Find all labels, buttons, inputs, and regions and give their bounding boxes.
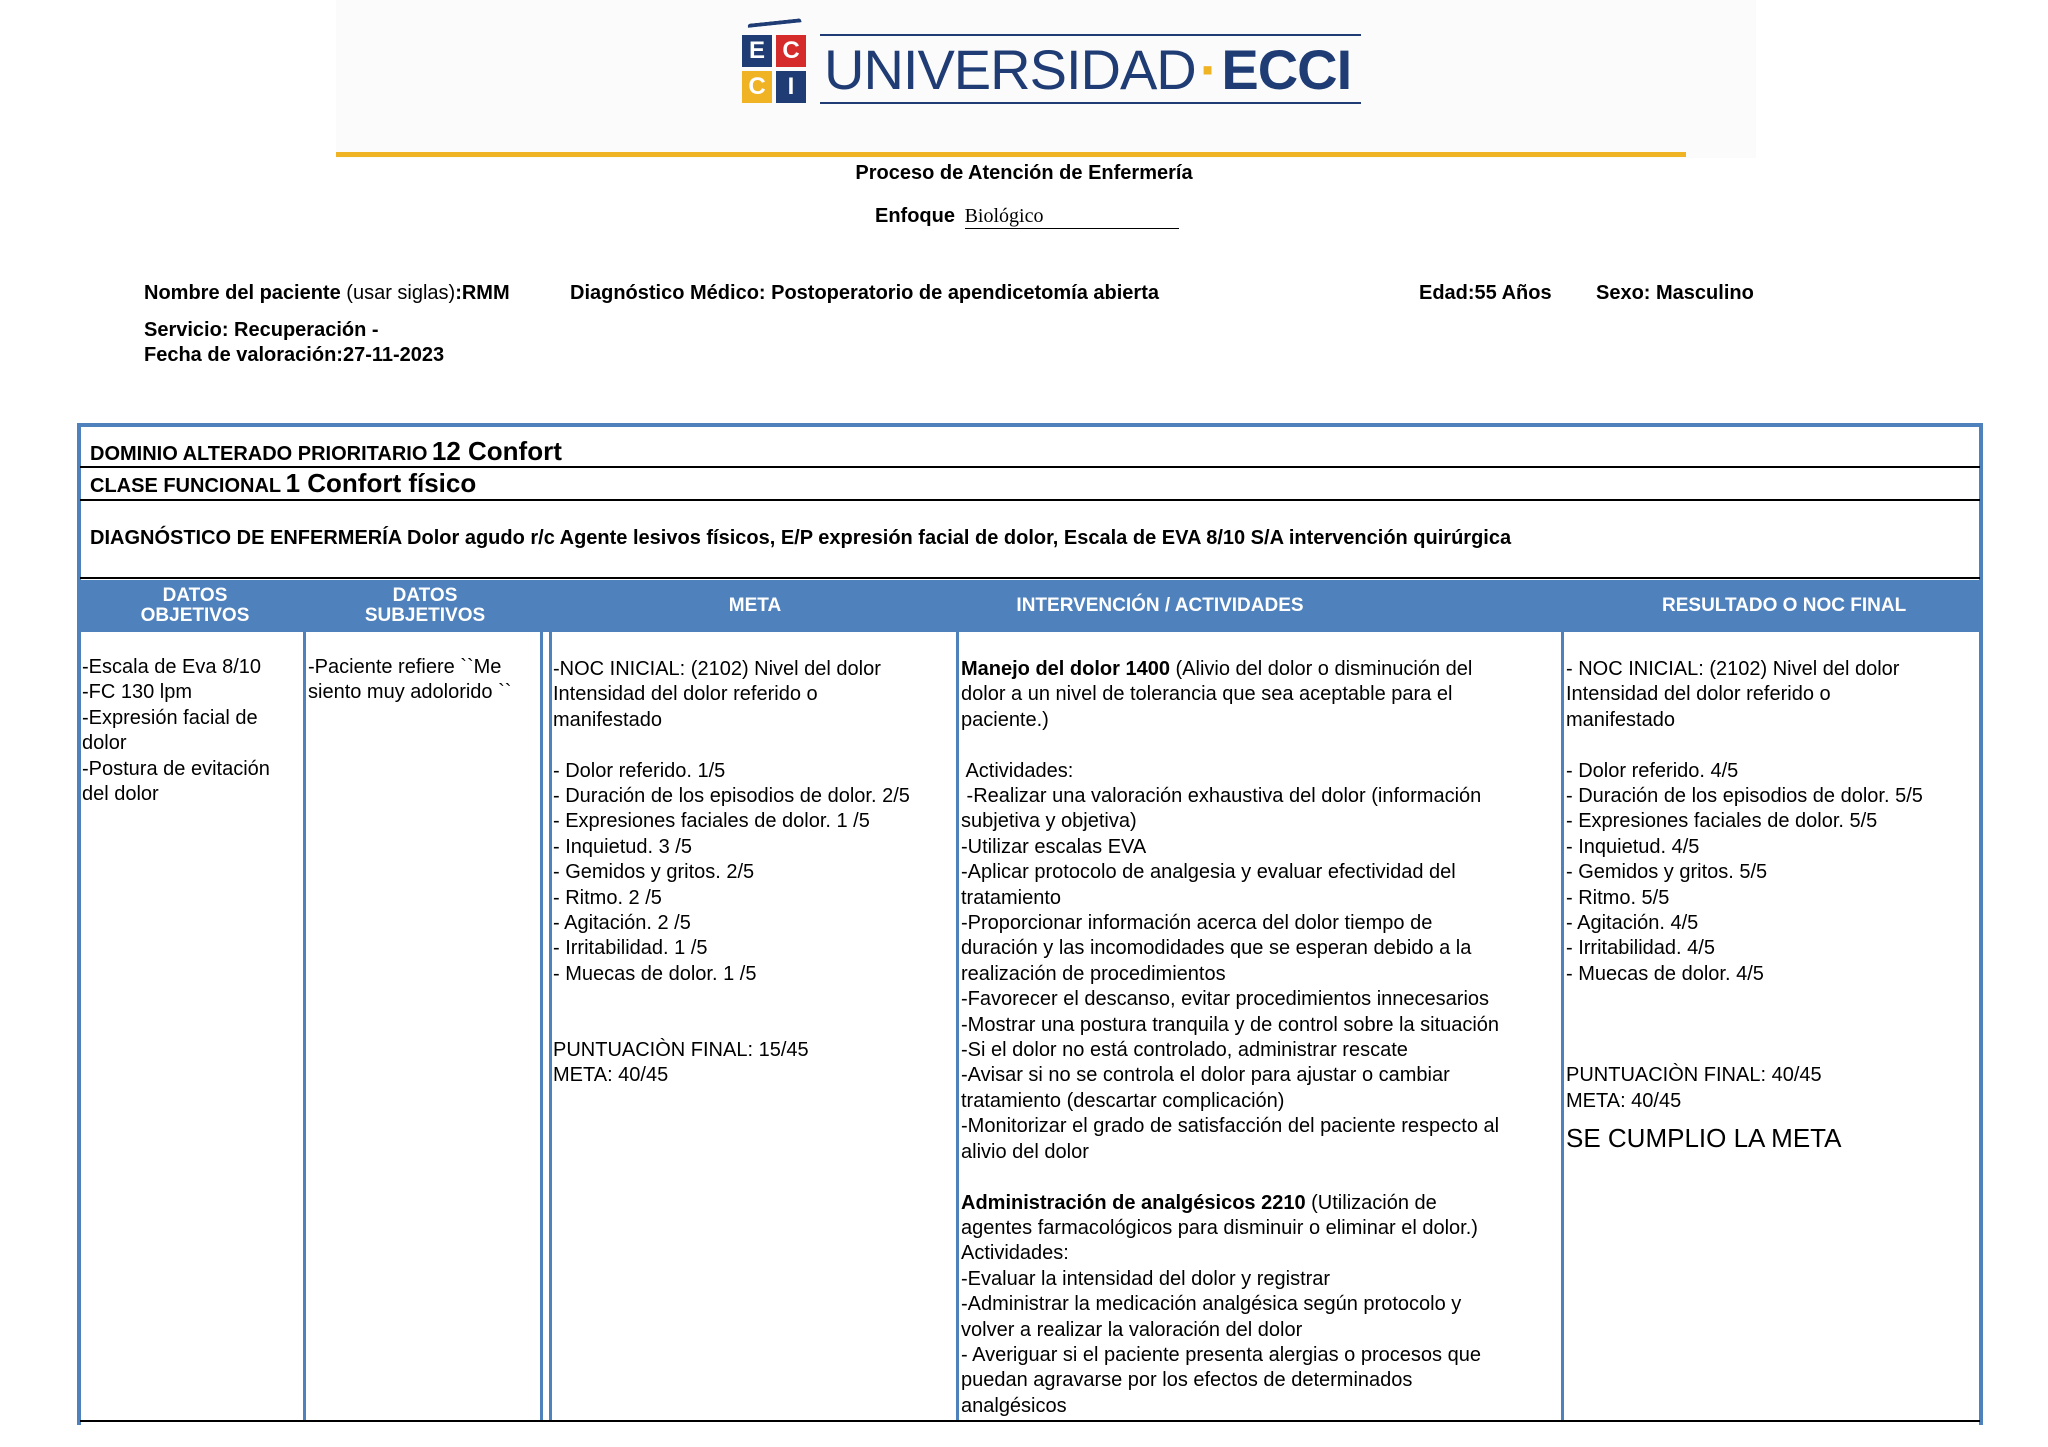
table-bottom-line — [80, 1420, 1980, 1422]
activity-line: -Favorecer el descanso, evitar procedimientos innecesarios — [961, 988, 1490, 1011]
objetivo-line: -Postura de evitación — [82, 757, 270, 780]
objetivo-line: dolor — [82, 732, 127, 755]
meta-item: - Irritabilidad. 1 /5 — [553, 937, 708, 960]
enfoque-value: Biológico — [965, 205, 1179, 229]
activity-line: -Avisar si no se controla el dolor para ajustar o cambiar — [961, 1064, 1450, 1087]
resultado-final-score: PUNTUACIÒN FINAL: 40/45 — [1566, 1064, 1822, 1087]
dominio-label: DOMINIO ALTERADO PRIORITARIO — [90, 443, 428, 465]
activities-label: Actividades: — [961, 1242, 1069, 1265]
col-header-meta: META — [728, 595, 782, 616]
nursing-diagnosis: DIAGNÓSTICO DE ENFERMERÍA Dolor agudo r/c Agente lesivos físicos, E/P expresión facial de dolor, Escala de EVA 8/10 S/A intervención quirúrgica — [90, 527, 1512, 549]
resultado-item: - Dolor referido. 4/5 — [1566, 759, 1739, 782]
logo-letter: I — [776, 71, 806, 103]
objetivo-line: -Expresión facial de — [82, 706, 258, 729]
activity-line: -Realizar una valoración exhaustiva del dolor (información — [961, 785, 1482, 808]
meta-item: - Dolor referido. 1/5 — [553, 759, 726, 782]
col-header-intervencion: INTERVENCIÓN / ACTIVIDADES — [1016, 595, 1304, 616]
resultado-item: - Duración de los episodios de dolor. 5/5 — [1566, 785, 1923, 808]
intervention-block-1-header — [961, 657, 1559, 682]
row-divider — [80, 577, 1980, 579]
meta-item: - Gemidos y gritos. 2/5 — [553, 861, 755, 884]
intervention-desc: paciente.) — [961, 708, 1049, 731]
meta-intro-line: Intensidad del dolor referido o — [553, 683, 818, 706]
document-title: Proceso de Atención de Enfermería — [855, 162, 1193, 184]
service: Servicio: Recuperación - — [144, 319, 379, 341]
activity-line: -Aplicar protocolo de analgesia y evaluar efectividad del — [961, 861, 1456, 884]
meta-item: - Expresiones faciales de dolor. 1 /5 — [553, 810, 870, 833]
meta-item: - Muecas de dolor. 1 /5 — [553, 962, 757, 985]
logo-letter: C — [776, 35, 806, 67]
patient-sex: Sexo: Masculino — [1596, 282, 1754, 304]
activity-line: alivio del dolor — [961, 1140, 1089, 1163]
clase-label: CLASE FUNCIONAL — [90, 475, 282, 497]
patient-name — [144, 282, 510, 305]
goal-achieved-text: SE CUMPLIO LA META — [1566, 1123, 1842, 1154]
activity-line: -Utilizar escalas EVA — [961, 835, 1147, 858]
patient-name-hint: (usar siglas) — [346, 282, 456, 304]
subjetivo-line: -Paciente refiere ``Me — [308, 656, 502, 678]
intervention-desc: agentes farmacológicos para disminuir o eliminar el dolor.) — [961, 1216, 1478, 1239]
activity-line: - Averiguar si el paciente presenta alergias o procesos que — [961, 1343, 1481, 1366]
activity-line: tratamiento (descartar complicación) — [961, 1089, 1285, 1112]
meta-intro-line: manifestado — [553, 708, 662, 731]
meta-final-score: PUNTUACIÒN FINAL: 15/45 — [553, 1039, 809, 1062]
resultado-item: - Agitación. 4/5 — [1566, 912, 1699, 935]
meta-item: - Ritmo. 2 /5 — [553, 886, 662, 909]
logo-word-university: UNIVERSIDAD — [824, 38, 1196, 101]
intervention-block-2-header — [961, 1191, 1559, 1216]
col-header-resultado: RESULTADO O NOC FINAL — [1662, 595, 1907, 616]
column-divider — [540, 580, 543, 1422]
col-header-subjetivos: DATOS SUBJETIVOS — [364, 585, 486, 626]
patient-age: Edad:55 Años — [1419, 282, 1552, 304]
resultado-intro-line: Intensidad del dolor referido o — [1566, 683, 1831, 706]
activity-line: -Proporcionar información acerca del dolor tiempo de — [961, 912, 1433, 935]
activity-line: realización de procedimientos — [961, 962, 1226, 985]
logo-wordmark — [820, 34, 1361, 104]
column-divider — [303, 580, 306, 1422]
objetivo-line: -Escala de Eva 8/10 — [82, 656, 261, 678]
logo-word-ecci: ECCI — [1221, 38, 1352, 101]
meta-cell — [553, 657, 953, 1089]
assessment-date: Fecha de valoración:27-11-2023 — [144, 344, 445, 366]
column-divider — [956, 580, 959, 1422]
activity-line: duración y las incomodidades que se esperan debido a la — [961, 937, 1472, 960]
activity-line: -Evaluar la intensidad del dolor y registrar — [961, 1267, 1331, 1290]
meta-goal: META: 40/45 — [553, 1064, 669, 1087]
intervention-desc: (Utilización de — [1305, 1191, 1437, 1214]
resultado-intro-line: - NOC INICIAL: (2102) Nivel del dolor — [1566, 658, 1900, 680]
intervention-title: Manejo del dolor 1400 — [961, 658, 1170, 680]
resultado-item: - Ritmo. 5/5 — [1566, 886, 1670, 909]
resultado-item: - Inquietud. 4/5 — [1566, 835, 1700, 858]
clase-row — [90, 468, 476, 499]
resultado-item: - Irritabilidad. 4/5 — [1566, 937, 1715, 960]
activity-line: subjetiva y objetiva) — [961, 810, 1137, 833]
logo-letter: C — [742, 71, 772, 103]
patient-name-value: :RMM — [455, 282, 510, 304]
resultado-intro-line: manifestado — [1566, 708, 1675, 731]
intervencion-cell — [961, 657, 1559, 1419]
activity-line: volver a realizar la valoración del dolor — [961, 1318, 1303, 1341]
datos-objetivos-cell — [82, 655, 300, 807]
intervention-desc: dolor a un nivel de tolerancia que sea aceptable para el — [961, 683, 1453, 706]
activity-line: -Mostrar una postura tranquila y de control sobre la situación — [961, 1013, 1500, 1036]
row-divider — [80, 499, 1980, 501]
logo-emblem — [742, 35, 806, 103]
intervention-title: Administración de analgésicos 2210 — [961, 1191, 1306, 1214]
resultado-cell — [1566, 657, 1976, 1154]
activity-line: tratamiento — [961, 886, 1062, 909]
column-divider — [1561, 580, 1564, 1422]
activity-line: puedan agravarse por los efectos de determinados — [961, 1369, 1413, 1392]
activity-line: -Administrar la medicación analgésica según protocolo y — [961, 1293, 1462, 1316]
meta-item: - Agitación. 2 /5 — [553, 912, 691, 935]
medical-diagnosis: Diagnóstico Médico: Postoperatorio de apendicetomía abierta — [570, 282, 1159, 304]
resultado-item: - Gemidos y gritos. 5/5 — [1566, 861, 1768, 884]
intervention-desc: (Alivio del dolor o disminución del — [1169, 658, 1473, 680]
clase-value: 1 Confort físico — [285, 468, 477, 498]
activity-line: -Monitorizar el grado de satisfacción del paciente respecto al — [961, 1115, 1500, 1138]
enfoque-line — [875, 205, 1179, 229]
dominio-row — [90, 436, 562, 467]
activities-label: Actividades: — [961, 759, 1074, 782]
dominio-value: 12 Confort — [431, 436, 562, 466]
resultado-item: - Expresiones faciales de dolor. 5/5 — [1566, 810, 1878, 833]
meta-item: - Inquietud. 3 /5 — [553, 835, 692, 858]
university-logo — [742, 24, 1361, 114]
activity-line: -Si el dolor no está controlado, administrar rescate — [961, 1039, 1408, 1062]
subjetivo-line: siento muy adolorido `` — [308, 681, 512, 704]
meta-intro-line: -NOC INICIAL: (2102) Nivel del dolor — [553, 658, 881, 680]
datos-subjetivos-cell — [308, 655, 538, 706]
logo-letter: E — [742, 35, 772, 67]
meta-item: - Duración de los episodios de dolor. 2/5 — [553, 785, 910, 808]
enfoque-label: Enfoque — [875, 205, 955, 227]
resultado-item: - Muecas de dolor. 4/5 — [1566, 962, 1764, 985]
gold-divider — [336, 152, 1686, 157]
resultado-goal: META: 40/45 — [1566, 1089, 1682, 1112]
patient-name-label: Nombre del paciente — [144, 282, 341, 304]
objetivo-line: -FC 130 lpm — [82, 681, 193, 704]
column-divider — [549, 580, 552, 1422]
objetivo-line: del dolor — [82, 783, 159, 806]
activity-line: analgésicos — [961, 1394, 1067, 1417]
logo-word-dot: · — [1199, 38, 1218, 101]
col-header-objetivos: DATOS OBJETIVOS — [140, 585, 250, 626]
